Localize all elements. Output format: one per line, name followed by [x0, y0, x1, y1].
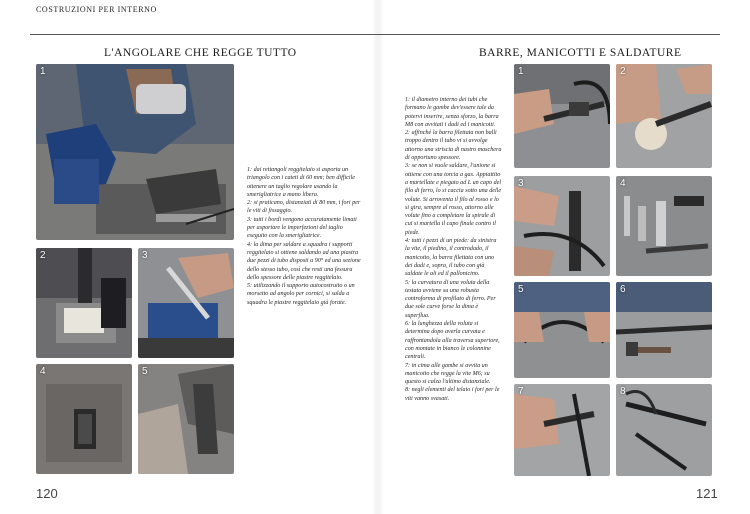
photo-number: 6: [620, 284, 626, 295]
left-page-number: 120: [36, 486, 58, 501]
photo-number: 1: [518, 66, 524, 77]
caption-paragraph: 5: la curvatura di una voluta della testata avviene su una robusta controforma di profilato di ferro. Per due sole curve forse la dima è superflua.: [405, 279, 496, 319]
left-photo-3: [138, 248, 234, 358]
caption-paragraph: 4: la dima per saldare a squadra i supporti reggitelaio si ottiene saldando ad una piastra due pezzi di tubo disposti a 90° ed una sezione dello stesso tubo, così che resti una fessura dello spessore delle piastre reggitelaio.: [247, 241, 361, 281]
caption-paragraph: 5: utilizzando il supporto autocostruito o un morsetto ad angolo per cornici, si salda a squadra le piastre reggitelaio già forate.: [247, 283, 355, 306]
left-page-title: L'ANGOLARE CHE REGGE TUTTO: [104, 47, 297, 59]
right-photo-6: [616, 282, 712, 378]
left-caption-text: [247, 166, 363, 307]
caption-paragraph: 7: in cima alle gambe si avvita un manicotto che regge la vite M6; su questo si calza l'ultimo distanziale.: [405, 362, 491, 386]
photo-number: 1: [40, 66, 46, 77]
caption-paragraph: 2: affinché la barra filettata non balli troppo dentro il tubo vi si avvolge attorno una striscia di nastro maschera di opportuno spessore.: [405, 130, 502, 162]
photo-number: 2: [620, 66, 626, 77]
header-rule: [30, 34, 720, 35]
caption-paragraph: 2: si praticano, distanziati di 80 mm, i fori per le viti di fissaggio.: [247, 200, 361, 215]
right-page-number: 121: [696, 486, 718, 501]
photo-number: 5: [518, 284, 524, 295]
photo-number: 7: [518, 386, 524, 397]
section-label: COSTRUZIONI PER INTERNO: [36, 5, 157, 14]
right-photo-3: [514, 176, 610, 276]
running-header: [0, 0, 750, 20]
caption-paragraph: 1: il diametro interno dei tubi che formano le gambe dev'essere tale da potervi inserire, senza sforzo, la barra M8 con avvitati i dadi ed i manicotti.: [405, 97, 499, 128]
photo-number: 3: [142, 250, 148, 261]
left-photo-1: [36, 64, 234, 240]
right-photo-8: [616, 384, 712, 476]
right-photo-7: [514, 384, 610, 476]
caption-paragraph: 4: tutti i pezzi di un piede: da sinistra la vite, il piedino, il controdado, il manicotto, la barra filettata con uno dei dadi e, sopra, il tubo con già saldate le ali ed il pallonicino.: [405, 238, 497, 278]
photo-number: 2: [40, 250, 46, 261]
caption-paragraph: 1: dai rettangoli reggitelaio si asporta un triangolo con i cateti di 60 mm; ben difficile ottenere un taglio regolare usando la smerigliatrice a mano libera.: [247, 167, 355, 198]
right-caption-text: [405, 96, 502, 403]
photo-number: 8: [620, 386, 626, 397]
left-photo-4: [36, 364, 132, 474]
right-photo-4: [616, 176, 712, 276]
photo-number: 5: [142, 366, 148, 377]
photo-number: 3: [518, 178, 524, 189]
left-photo-2: [36, 248, 132, 358]
page-gutter: [372, 0, 384, 514]
right-photo-1: [514, 64, 610, 168]
caption-paragraph: 3: tutti i bordi vengono accuratamente limati per asportare le imperfezioni del taglio eseguito con la smerigliatrice.: [247, 216, 357, 240]
photo-number: 4: [40, 366, 46, 377]
right-photo-2: [616, 64, 712, 168]
caption-paragraph: 8: negli elementi del telaio i fori per le viti vanno svasati.: [405, 387, 500, 402]
caption-paragraph: 3: se non si vuole saldare, l'unione si ottiene con una torcia a gas. Appiattito a martellate e piegato ad L un capo del filo di ferro, lo si caccia sotto una delle volute. Si arroventa il filo al rosso e lo si gira, sempre al rosso, attorno alle volute fino a completare la spirale di cui si martella il capo finale contro il piede.: [405, 163, 502, 236]
photo-number: 4: [620, 178, 626, 189]
left-photo-5: [138, 364, 234, 474]
right-page-title: BARRE, MANICOTTI E SALDATURE: [479, 47, 682, 59]
caption-paragraph: 6: la lunghezza della voluta si determina dopo averla curvata e raffrontandola alla traversa superiore, con montate in bianco le colonnine centrali.: [405, 321, 500, 361]
right-photo-5: [514, 282, 610, 378]
